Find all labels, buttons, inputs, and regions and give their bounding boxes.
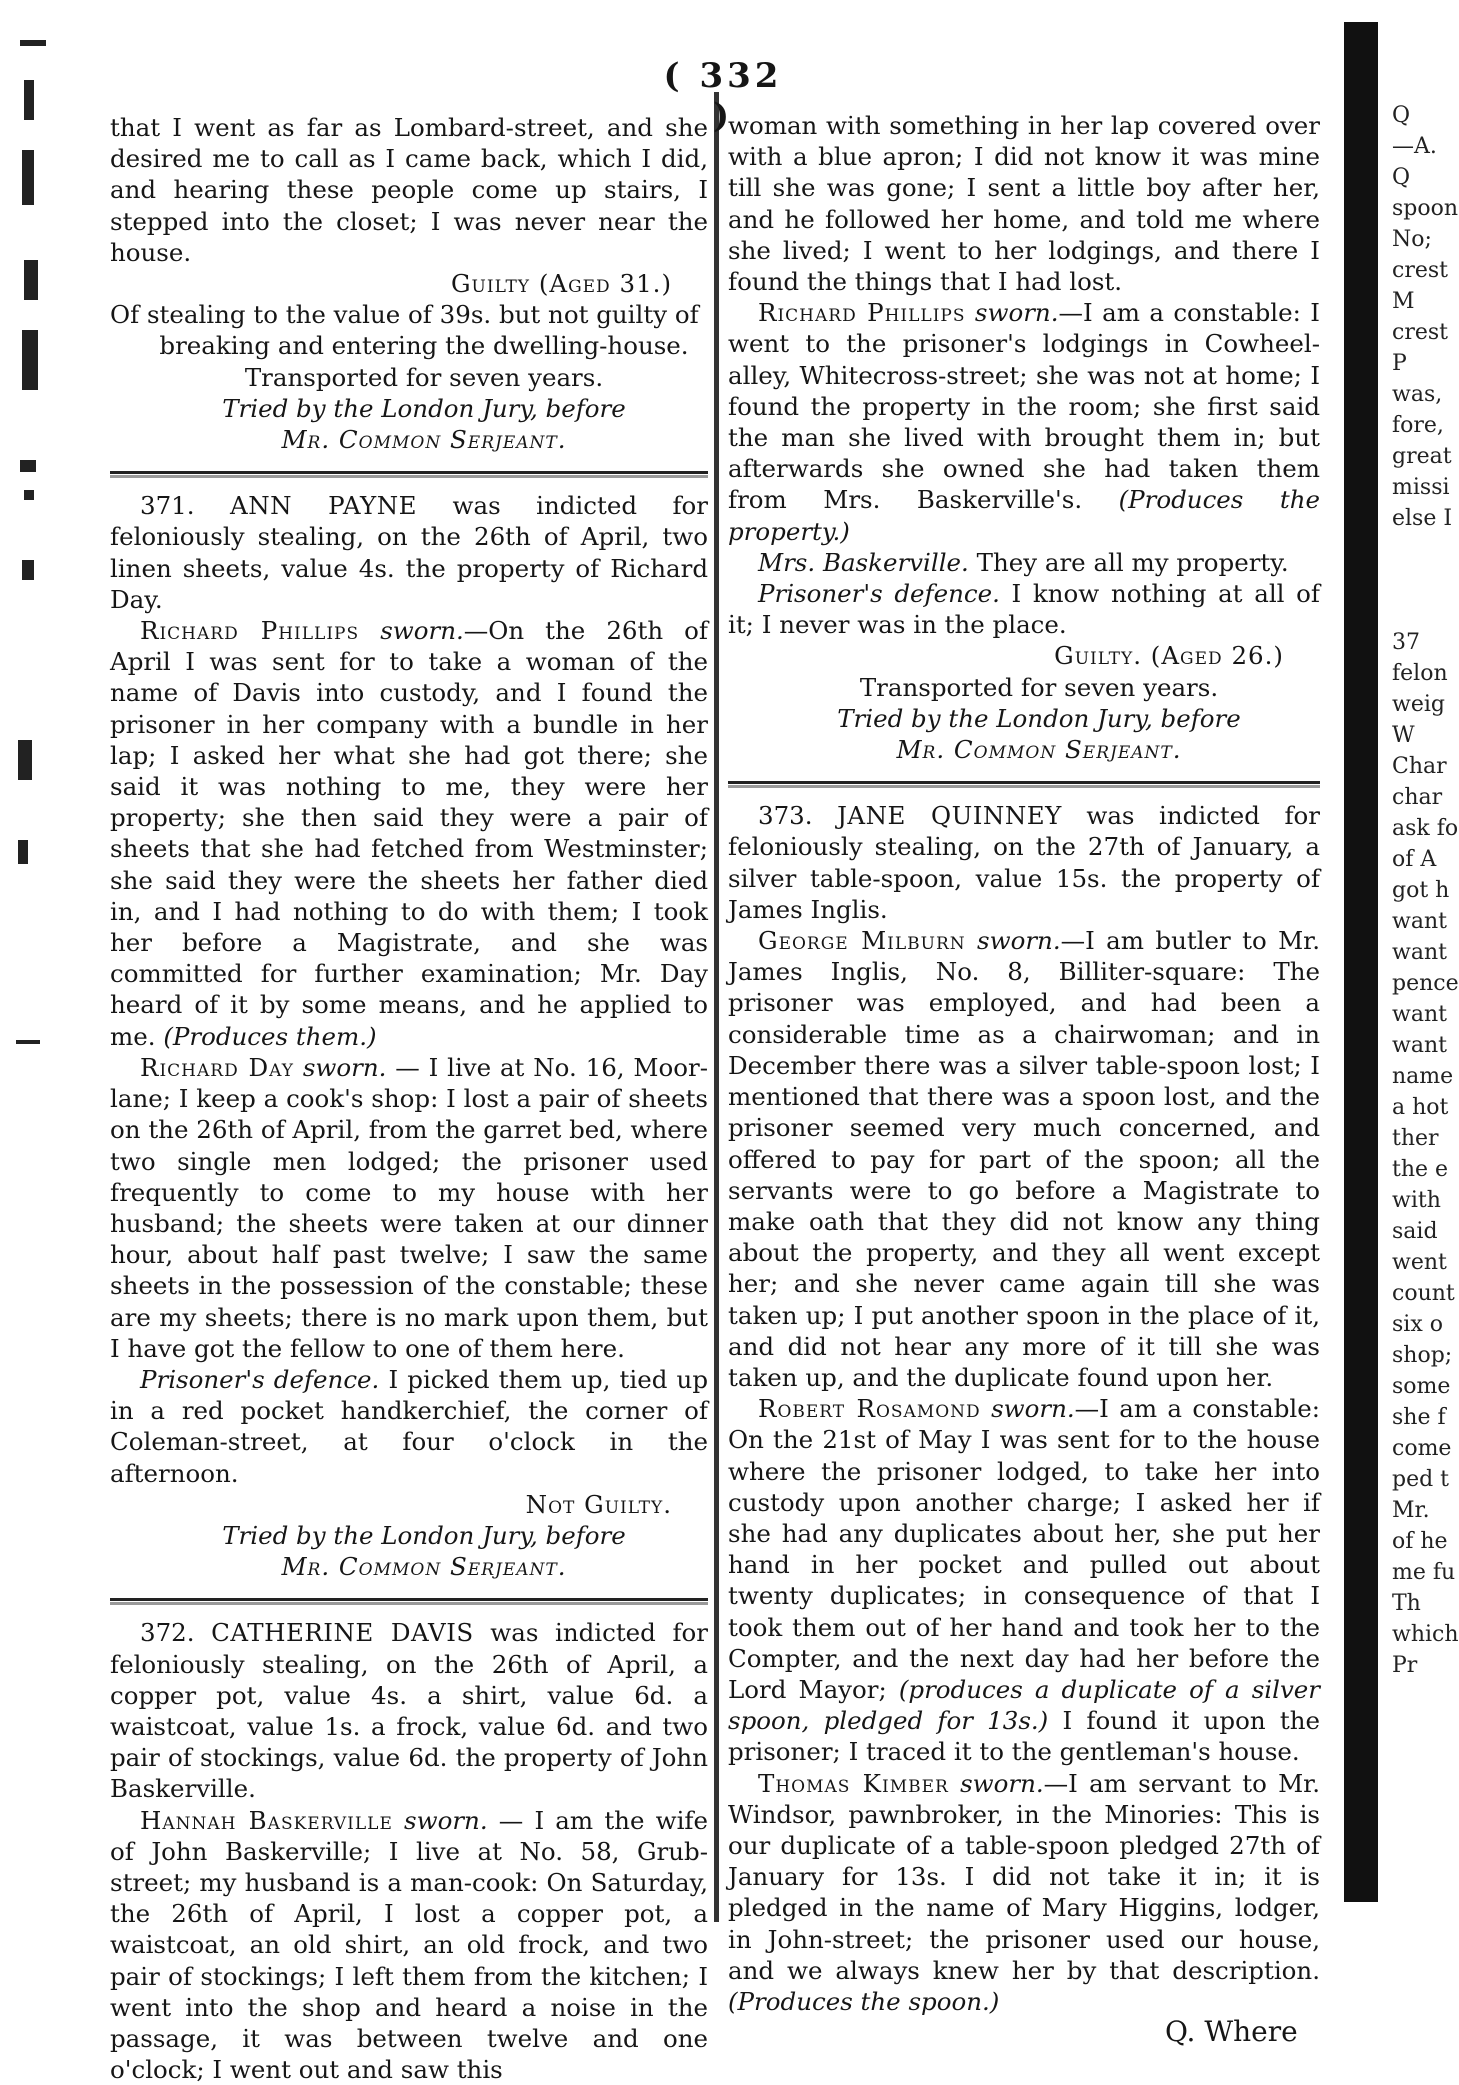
testimony [728,1768,1320,2018]
bleed-fragment: M [1392,289,1415,314]
bleed-fragment: ther [1392,1126,1439,1151]
bleed-fragment: char [1392,785,1443,810]
bleed-fragment: of he [1392,1529,1448,1554]
testimony-text: —I am servant to Mr. Windsor, pawnbroker, in the Minories: This is our duplicate of a table-spoon pledged 27th of January for 13s. I did not take it in; it is pledged in the name of Mary Higgins, lodger, in John-street; the prisoner used our house, and we always knew her by that description. [728,1768,1320,1985]
transported-line: Transported for seven years. [859,672,1219,702]
produces-note: (Produces the property.) [728,485,1320,546]
verdict: Not Guilty. [525,1489,672,1519]
sworn-label: sworn. [404,1805,488,1835]
defence [110,1364,708,1489]
page-number: ( 332 ) [663,56,783,136]
testimony [110,1805,708,2085]
margin-binding-marks [16,40,66,1100]
bleed-fragment: Q [1392,103,1411,128]
testimony [728,1393,1320,1767]
bleed-fragment: pence [1392,971,1459,996]
left-column [110,112,708,2085]
sworn-label: sworn. [302,1052,387,1082]
bleed-fragment: W [1392,723,1415,748]
bench-line: Mr. Common Serjeant. [281,1552,567,1582]
bleed-fragment: come [1392,1436,1452,1461]
defence-text: I know nothing at all of it; I never was in the place. [728,579,1320,640]
defendant-name: JANE QUINNEY [837,801,1062,831]
bleed-fragment: missi [1392,475,1450,500]
case-divider [728,781,1320,784]
sworn-label: sworn. [974,298,1059,328]
witness-name: Richard Phillips [758,298,966,328]
bleed-fragment: want [1392,1033,1447,1058]
testimony-text: —I am a constable: On the 21st of May I was sent for to the house where the prisoner lodged, to take her into custody upon another charge; I asked her if she had any duplicates about her, she put her hand in her pocket and pulled out about twenty duplicates; in consequence of that I took them out of her hand and took her to the Compter, and the next day had her before the Lord Mayor; [728,1394,1320,1704]
tried-line: Tried by the London Jury, before [837,703,1241,733]
bleed-fragment: crest [1392,258,1448,283]
bleed-fragment: count [1392,1281,1455,1306]
produces-note: (Produces them.) [163,1021,377,1051]
bleed-fragment: want [1392,1002,1447,1027]
bleed-fragment: of A [1392,847,1437,872]
bleed-fragment: fore, [1392,413,1444,438]
testimony-text: I found it upon the prisoner; I traced it to the gentleman's house. [728,1706,1320,1767]
testimony-text: —On the 26th of April I was sent for to take a woman of the name of Davis into custody, and I found the prisoner in her company with a bundle in her lap; I asked her what she had got there; she said it was nothing to me, they were her property; she then said they were a pair of sheets that she had fetched from Westminster; she said they were the sheets her father died in, and I had nothing to do with them; I took her before a Magistrate, and she was committed for further examination; Mr. Day heard of it by some means, and he applied to me. [110,616,708,1051]
bleed-fragment: felon [1392,661,1448,686]
transported-line: Transported for seven years. [244,362,604,392]
tried-line: Tried by the London Jury, before [222,393,626,423]
sworn-label: sworn. [977,926,1061,956]
bleed-fragment: Th [1392,1591,1421,1616]
testimony [728,547,1320,578]
produces-note: (Produces the spoon.) [728,1986,1000,2016]
bleed-fragment: spoon [1392,196,1459,221]
defence [728,578,1320,640]
column-rule [714,92,719,1922]
testimony [110,615,708,1052]
paragraph: that I went as far as Lombard-street, and she desired me to call as I came back, which I did, and hearing these people come up stairs, I stepped into the closet; I was never near the house. [110,113,708,267]
testimony [728,925,1320,1393]
middle-column [728,110,1320,2017]
witness-name: Richard Day [140,1052,294,1082]
bleed-fragment: the e [1392,1157,1449,1182]
bleed-fragment: ask fo [1392,816,1459,841]
bleed-fragment: Pr [1392,1653,1418,1678]
bleed-fragment: Mr. [1392,1498,1430,1523]
bleed-fragment: with [1392,1188,1441,1213]
bench-line: Mr. Common Serjeant. [896,735,1182,765]
witness-name: Richard Phillips [140,616,360,646]
verdict: Guilty. (Aged 26.) [1054,641,1284,671]
defence-label: Prisoner's defence. [140,1364,380,1394]
testimony-text: —I am butler to Mr. James Inglis, No. 8, Billiter-square: The prisoner was employed, and had been a considerable time as a chairwoman; and in December there was a silver table-spoon lost; I mentioned that there was a spoon lost, and the prisoner seemed very much concerned, and offered to pay for part of the spoon; all the servants were to go before a Magistrate to make oath that they did not know any thing about the property, and they all went except her; and she never came again till she was taken up; I put another spoon in the place of it, and did not hear any more of it till she was taken up, and the duplicate found upon her. [728,926,1320,1392]
bench-line: Mr. Common Serjeant. [281,425,567,455]
page-edge-shadow [1344,22,1378,1902]
next-page-bleed [1392,100,1459,1678]
bleed-fragment: some [1392,1374,1451,1399]
bleed-fragment [1392,596,1429,627]
defence-label: Prisoner's defence. [758,579,1000,609]
bleed-fragment [1392,565,1429,596]
sentence-line: breaking and entering the dwelling-house. [159,331,689,361]
case-heading [728,800,1320,925]
bleed-fragment: else I [1392,506,1453,531]
verdict: Guilty (Aged 31.) [450,269,672,299]
defendant-name: ANN PAYNE [230,491,418,521]
case-heading [110,1617,708,1804]
testimony-text: They are all my property. [968,547,1289,577]
bleed-fragment: got h [1392,878,1450,903]
bleed-fragment: great [1392,444,1452,469]
bleed-fragment: went [1392,1250,1447,1275]
bleed-fragment: No; [1392,227,1432,252]
sentence-line: Of stealing to the value of 39s. but not guilty of [110,300,699,330]
testimony [728,297,1320,547]
bleed-fragment: —A. [1392,134,1437,159]
case-number: 372. [140,1618,195,1648]
bleed-fragment: name [1392,1064,1454,1089]
witness-name: Thomas Kimber [758,1768,949,1798]
bleed-fragment: me fu [1392,1560,1456,1585]
sworn-label: sworn. [380,616,464,646]
case-divider [110,471,708,474]
testimony [110,1052,708,1364]
tried-line: Tried by the London Jury, before [222,1520,626,1550]
catchword: Q. Where [1165,2015,1298,2048]
bleed-fragment: P [1392,351,1407,376]
paragraph: woman with something in her lap covered over with a blue apron; I did not know it was mine till she was gone; I sent a little boy after her, and he followed her home, and told me where she lived; I went to her lodgings, and there I found the things that I had lost. [728,111,1320,297]
bleed-fragment: crest [1392,320,1448,345]
bleed-fragment: want [1392,940,1447,965]
bleed-fragment: 37 [1392,630,1420,655]
bleed-fragment: want [1392,909,1447,934]
case-number: 371. [140,491,195,521]
testimony-text: — I live at No. 16, Moor-lane; I keep a cook's shop: I lost a pair of sheets on the 26th of April, from the garret bed, where two single men lodged; the prisoner used frequently to come to my house with her husband; the sheets were taken at our dinner hour, about half past twelve; I saw the same sheets in the possession of the constable; these are my sheets; there is no mark upon them, but I have got the fellow to one of them here. [110,1052,708,1363]
defence-text: I picked them up, tied up in a red pocket handkerchief, the corner of Coleman-street, at four o'clock in the afternoon. [110,1364,708,1488]
bleed-fragment: six o [1392,1312,1443,1337]
testimony-text: — I am the wife of John Baskerville; I live at No. 58, Grub-street; my husband is a man-cook: On Saturday, the 26th of April, I lost a copper pot, a waistcoat, an old shirt, an old frock, and two pair of stockings; I left them from the kitchen; I went into the shop and heard a noise in the passage, it was between twelve and one o'clock; I went out and saw this [110,1805,708,2085]
witness-name: Hannah Baskerville [140,1805,393,1835]
bleed-fragment: a hot [1392,1095,1449,1120]
bleed-fragment: weig [1392,692,1445,717]
bleed-fragment: which [1392,1622,1459,1647]
defendant-name: CATHERINE DAVIS [211,1618,474,1648]
case-number: 373. [758,801,813,831]
case-divider [110,1598,708,1601]
indictment-text: was indicted for feloniously stealing, on the 26th of April, two linen sheets, value 4s. the property of Richard Day. [110,491,709,614]
bleed-fragment: Char [1392,754,1447,779]
case-heading [110,490,708,615]
produces-note: (produces a duplicate of a silver spoon, pledged for 13s.) [728,1674,1320,1736]
bleed-fragment: ped t [1392,1467,1450,1492]
witness-name: George Milburn [758,926,966,956]
indictment-text: was indicted for feloniously stealing, on the 27th of January, a silver table-spoon, value 15s. the property of James Inglis. [728,801,1320,924]
witness-name: Robert Rosamond [758,1394,981,1424]
testimony-text: —I am a constable: I went to the prisoner's lodgings in Cowheel-alley, Whitecross-street; she was not at home; I found the property in the room; she first said the man she lived with brought them in; but afterwards she owned she had taken them from Mrs. Baskerville's. [728,298,1320,515]
sworn-label: sworn. [991,1394,1075,1424]
bleed-fragment: she f [1392,1405,1446,1430]
witness-name: Mrs. Baskerville. [758,547,969,577]
indictment-text: was indicted for feloniously stealing, on the 26th of April, a copper pot, value 4s. a shirt, value 6d. a waistcoat, value 1s. a frock, value 6d. and two pair of stockings, value 6d. the property of John Baskerville. [110,1618,708,1804]
bleed-fragment: said [1392,1219,1438,1244]
bleed-fragment: shop; [1392,1343,1453,1368]
bleed-fragment [1392,534,1429,565]
bleed-fragment: Q [1392,165,1411,190]
sworn-label: sworn. [960,1768,1044,1798]
bleed-fragment: was, [1392,382,1443,407]
